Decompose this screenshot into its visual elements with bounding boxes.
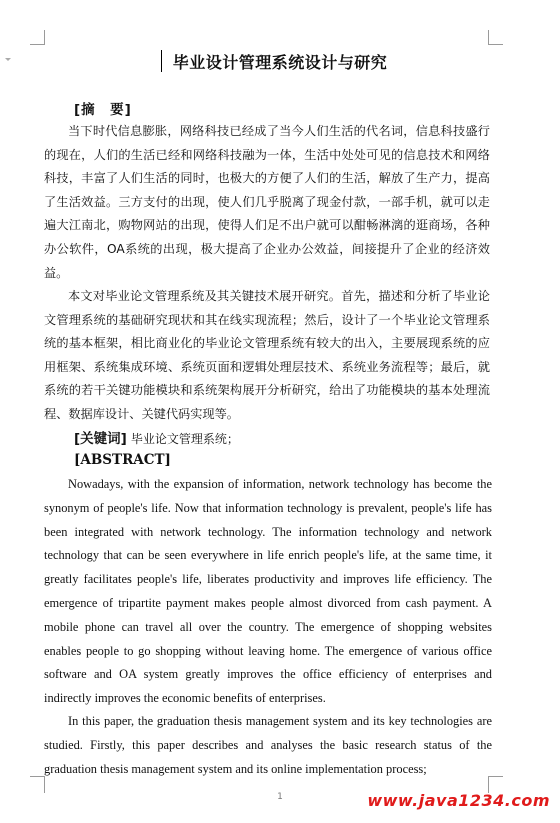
english-abstract-heading: [ABSTRACT] [74,452,171,468]
abstract-heading: [摘 要] [74,102,132,118]
abstract-paragraph-en-2: In this paper, the graduation thesis management system and its key technologies are studied. Firstly, this paper describes and analyses the basic research status of the graduation thesis management system and its online implementation process; [44,714,492,776]
document-title: 毕业设计管理系统设计与研究 [172,53,388,72]
abstract-paragraph-en-1: Nowadays, with the expansion of information, network technology has become the synonym of people's life. Now that information technology is prevalent, people's life has been integrated with network technology. The information technology and network technology that can be seen everywhere in life enrich people's life, at the same time, it greatly facilitates people's life, liberates productivity and improves life efficiency. The emergence of tripartite payment makes people almost divorced from cash payment. A mobile phone can travel all over the country. The emergence of shopping websites enables people to go shopping without leaving home. The emergence of various office software and OA system greatly improves the office efficiency of enterprises and indirectly improves the economic benefits of enterprises. [44,477,492,706]
abstract-paragraph-zh-1: 当下时代信息膨胀，网络科技已经成了当今人们生活的代名词，信息科技盛行的现在，人们的生活已经和网络科技融为一体，生活中处处可见的信息技术和网络科技，丰富了人们生活的同时，也极大的方便了人们的生活，解放了生产力，提高了生活效益。三方支付的出现，使人们几乎脱离了现金付款，一部手机，就可以走遍大江南北，购物网站的出现，使得人们足不出户就可以酣畅淋漓的逛商场，各种办公软件，OA系统的出现，极大提高了企业办公效益，间接提升了企业的经济效益。 [44,124,490,280]
keywords-value: 毕业论文管理系统； [130,432,239,446]
site-watermark: www.java1234.com [367,791,550,810]
page-corner-top-right [488,30,503,45]
page-corner-top-left [30,30,45,45]
page-number: 1 [277,792,283,802]
keywords-label: [关键词] [74,431,127,447]
page-corner-bottom-left [30,776,45,793]
text-cursor [161,50,162,72]
abstract-paragraph-zh-2: 本文对毕业论文管理系统及其关键技术展开研究。首先，描述和分析了毕业论文管理系统的基础研究现状和其在线实现流程；然后，设计了一个毕业论文管理系统的基本框架，相比商业化的毕业论文管理系统有较大的出入，主要展现系统的应用框架、系统集成环境、系统页面和逻辑处理层技术、系统业务流程等；最后，就系统的若干关键功能模块和系统架构展开分析研究，给出了功能模块的基本处理流程、数据库设计、关键代码实现等。 [44,289,490,421]
keywords-line [74,427,239,447]
